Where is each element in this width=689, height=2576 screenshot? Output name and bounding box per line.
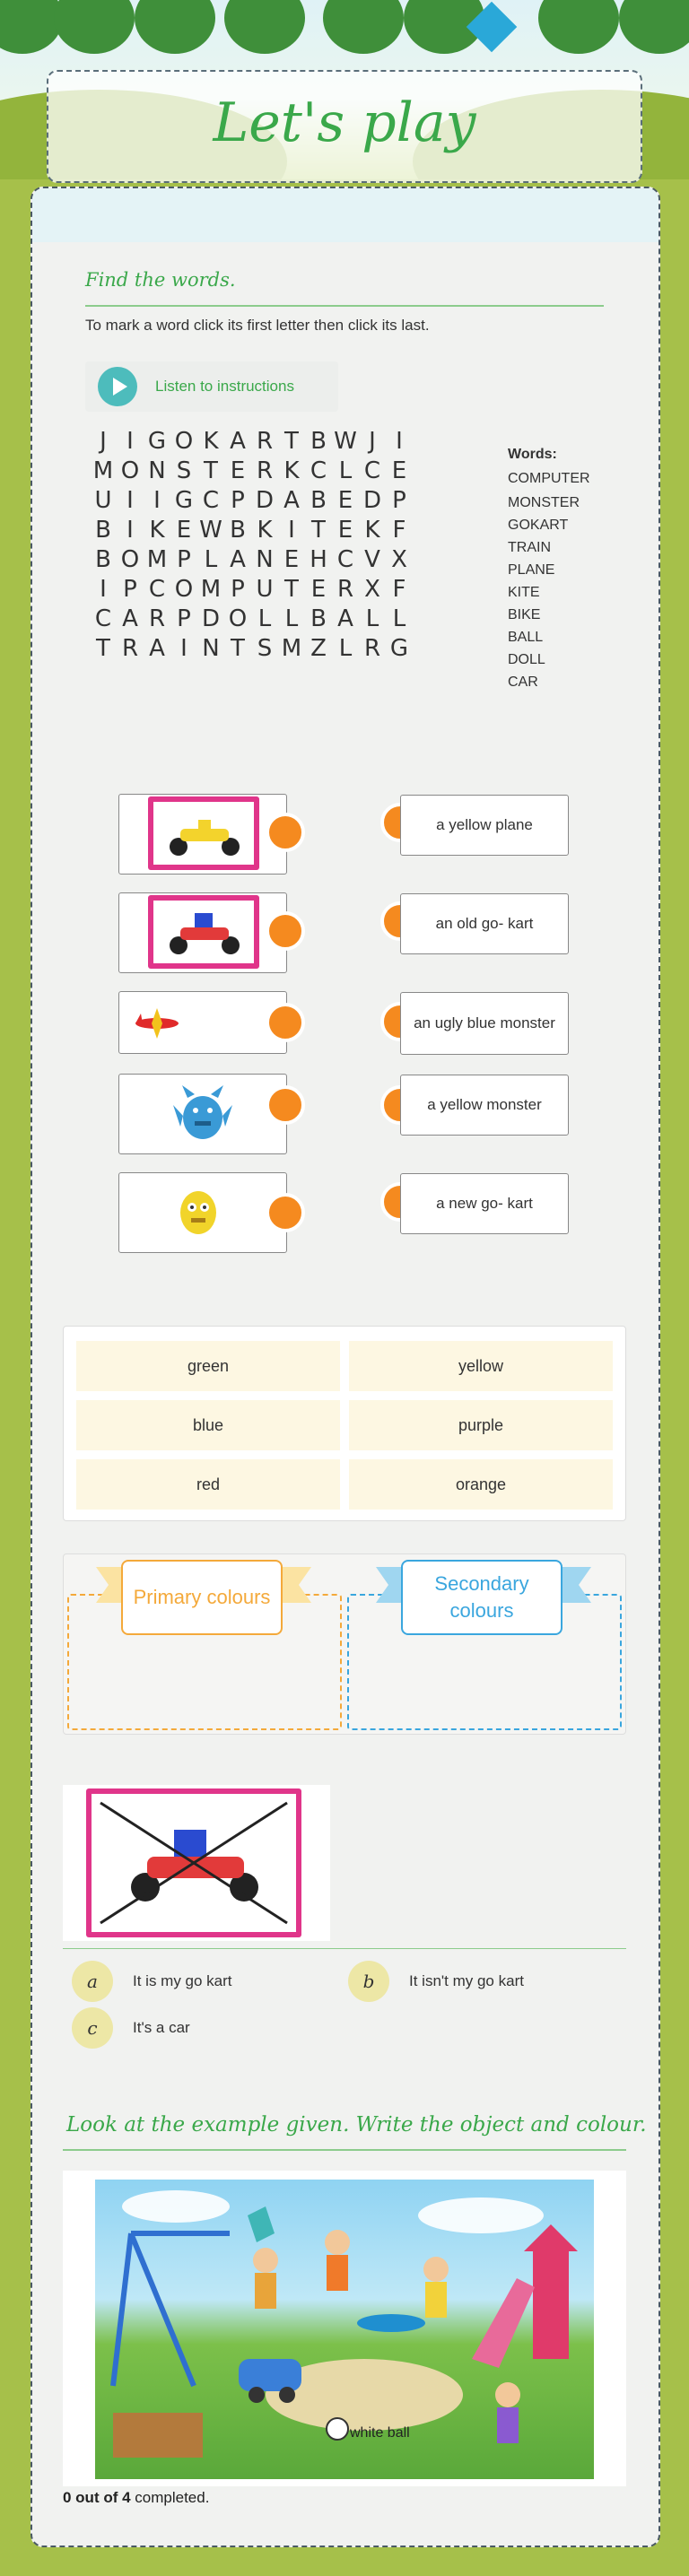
grid-letter[interactable]: D (362, 487, 382, 514)
tree-icon (538, 0, 619, 54)
word-list-item: DOLL (508, 652, 545, 667)
grid-letter[interactable]: B (95, 546, 111, 573)
completion-status (63, 2489, 209, 2507)
grid-letter[interactable]: G (174, 487, 194, 514)
match-phrase-card[interactable]: a new go- kart (400, 1173, 569, 1234)
primary-colours-label: Primary colours (121, 1560, 283, 1635)
section-divider (63, 2149, 626, 2151)
match-phrase-card[interactable]: an ugly blue monster (400, 992, 569, 1055)
grid-letter[interactable]: B (95, 517, 111, 544)
grid-letter[interactable]: R (148, 605, 166, 632)
grid-letter[interactable]: O (228, 605, 248, 632)
match-phrase-card[interactable]: a yellow plane (400, 795, 569, 856)
play-icon (98, 367, 137, 406)
word-list-item: BALL (508, 630, 544, 645)
grid-letter[interactable]: I (396, 428, 403, 455)
grid-letter[interactable]: F (392, 517, 406, 544)
grid-letter[interactable]: V (364, 546, 380, 573)
grid-letter[interactable]: F (392, 576, 406, 603)
grid-letter[interactable]: I (126, 487, 134, 514)
option-letter-badge: a (72, 1961, 113, 2002)
mcq-option-a[interactable] (72, 1961, 232, 2002)
grid-letter[interactable]: L (284, 605, 299, 632)
grid-letter[interactable]: P (231, 576, 245, 603)
word-list-item: CAR (508, 674, 538, 690)
grid-letter[interactable]: B (230, 517, 246, 544)
word-list-item: COMPUTER (508, 471, 590, 486)
grid-letter[interactable]: T (311, 517, 326, 544)
grid-letter[interactable]: K (149, 517, 165, 544)
secondary-colours-label: Secondary colours (401, 1560, 563, 1635)
completion-suffix: completed. (130, 2489, 210, 2506)
grid-letter[interactable]: T (231, 635, 245, 662)
word-list-item: KITE (508, 585, 540, 600)
completion-count: 0 out of 4 (63, 2489, 131, 2506)
grid-letter[interactable]: A (283, 487, 300, 514)
listen-instructions-button[interactable] (85, 361, 338, 412)
listen-label: Listen to instructions (155, 378, 294, 395)
grid-letter[interactable]: W (334, 428, 357, 455)
grid-letter[interactable]: E (337, 517, 353, 544)
grid-letter[interactable]: E (230, 457, 246, 484)
grid-letter[interactable]: U (94, 487, 112, 514)
page-title: Let's play (213, 91, 476, 154)
word-list-item: GOKART (508, 518, 569, 533)
section-title-picture-task: Look at the example given. Write the object and colour. (66, 2113, 647, 2137)
tree-icon (54, 0, 135, 54)
grid-letter[interactable]: O (174, 576, 194, 603)
grid-letter[interactable]: B (310, 605, 327, 632)
match-connector-dot[interactable] (266, 1193, 305, 1232)
tree-icon (619, 0, 689, 54)
grid-letter[interactable]: N (148, 457, 166, 484)
grid-letter[interactable]: U (256, 576, 274, 603)
grid-letter[interactable]: N (202, 635, 220, 662)
option-text: It isn't my go kart (409, 1972, 524, 1989)
grid-letter[interactable]: B (310, 487, 327, 514)
grid-letter[interactable]: S (176, 457, 192, 484)
word-list-item: PLANE (508, 562, 555, 578)
grid-letter[interactable]: O (120, 457, 140, 484)
grid-letter[interactable]: T (96, 635, 110, 662)
option-letter-badge: b (348, 1961, 389, 2002)
playground-scene-picture (95, 2180, 594, 2479)
colour-chip-purple[interactable]: purple (349, 1400, 613, 1450)
section-divider (85, 305, 604, 307)
option-letter-badge: c (72, 2007, 113, 2049)
grid-letter[interactable]: B (310, 428, 327, 455)
grid-letter[interactable]: P (177, 546, 191, 573)
grid-letter[interactable]: M (281, 635, 302, 662)
grid-letter[interactable]: T (284, 576, 299, 603)
grid-letter[interactable]: H (310, 546, 327, 573)
playground-picture-panel (63, 2171, 626, 2486)
grid-letter[interactable]: R (256, 428, 274, 455)
match-picture-card[interactable] (118, 991, 287, 1054)
grid-letter[interactable]: K (283, 457, 300, 484)
grid-letter[interactable]: J (369, 428, 376, 455)
grid-letter[interactable]: Z (310, 635, 327, 662)
tree-icon (135, 0, 215, 54)
grid-letter[interactable]: P (177, 605, 191, 632)
match-connector-dot[interactable] (266, 1003, 305, 1042)
colour-sort-targets (63, 1553, 626, 1735)
grid-letter[interactable]: A (149, 635, 165, 662)
title-card (47, 70, 642, 183)
grid-letter[interactable]: T (204, 457, 218, 484)
grid-letter[interactable]: M (200, 576, 222, 603)
grid-letter[interactable]: R (121, 635, 139, 662)
tree-icon (224, 0, 305, 54)
grid-letter[interactable]: K (203, 428, 219, 455)
section-divider (63, 1948, 626, 1949)
match-connector-dot[interactable] (266, 911, 305, 951)
tree-icon (0, 0, 63, 54)
mcq-option-c[interactable] (72, 2007, 190, 2049)
grid-letter[interactable]: K (364, 517, 380, 544)
section-title-find-words: Find the words. (85, 269, 236, 291)
blue-monster-picture (171, 1083, 234, 1146)
grid-letter[interactable]: R (336, 576, 354, 603)
word-search-grid (90, 427, 413, 664)
sheet-header-band (32, 188, 658, 242)
mcq-picture-panel (63, 1785, 330, 1941)
colour-chip-orange[interactable]: orange (349, 1459, 613, 1510)
word-list-item: BIKE (508, 607, 541, 622)
colour-chip-green[interactable]: green (76, 1341, 340, 1391)
word-list-item: TRAIN (508, 540, 551, 555)
match-connector-dot[interactable] (266, 813, 305, 852)
match-picture-card[interactable] (118, 1074, 287, 1154)
yellow-monster-picture (175, 1186, 222, 1240)
grid-letter[interactable]: X (364, 576, 380, 603)
grid-letter[interactable]: P (231, 487, 245, 514)
mcq-option-b[interactable] (348, 1961, 524, 2002)
yellow-go-kart-picture (148, 796, 259, 870)
grid-letter[interactable]: A (230, 546, 246, 573)
grid-letter[interactable]: A (122, 605, 138, 632)
colour-chip-red[interactable]: red (76, 1459, 340, 1510)
colour-chip-blue[interactable]: blue (76, 1400, 340, 1450)
match-picture-card[interactable] (118, 1172, 287, 1253)
grid-letter[interactable]: L (365, 605, 379, 632)
grid-letter[interactable]: S (257, 635, 273, 662)
grid-letter[interactable]: L (338, 635, 353, 662)
grid-letter[interactable]: T (284, 428, 299, 455)
grid-letter[interactable]: M (92, 457, 114, 484)
tree-icon (323, 0, 404, 54)
grid-letter[interactable]: L (257, 605, 272, 632)
grid-letter[interactable]: C (310, 457, 327, 484)
match-phrase-card[interactable]: an old go- kart (400, 893, 569, 954)
crossed-go-kart-picture (86, 1788, 301, 1937)
grid-letter[interactable]: I (288, 517, 295, 544)
grid-letter[interactable]: P (123, 576, 137, 603)
grid-letter[interactable]: E (310, 576, 327, 603)
grid-letter[interactable]: I (126, 517, 134, 544)
grid-letter[interactable]: I (100, 576, 107, 603)
grid-letter[interactable]: A (230, 428, 246, 455)
grid-letter[interactable]: G (147, 428, 167, 455)
grid-letter[interactable]: E (283, 546, 300, 573)
grid-letter[interactable]: C (94, 605, 112, 632)
option-text: It is my go kart (133, 1972, 232, 1989)
grid-letter[interactable]: E (176, 517, 192, 544)
match-picture-card[interactable] (118, 892, 287, 973)
grid-letter[interactable]: M (146, 546, 168, 573)
grid-letter[interactable]: D (255, 487, 275, 514)
grid-letter[interactable]: I (126, 428, 134, 455)
grid-letter[interactable]: E (337, 487, 353, 514)
word-list (508, 443, 590, 693)
grid-letter[interactable]: C (202, 487, 220, 514)
grid-letter[interactable]: L (338, 457, 353, 484)
option-text: It's a car (133, 2019, 190, 2036)
wordsearch-instruction: To mark a word click its first letter then click its last. (85, 317, 430, 334)
word-list-title: Words: (508, 447, 557, 462)
grid-letter[interactable]: C (336, 546, 354, 573)
grid-letter[interactable]: P (392, 487, 406, 514)
grid-letter[interactable]: I (180, 635, 188, 662)
grid-letter[interactable]: O (174, 428, 194, 455)
grid-letter[interactable]: O (120, 546, 140, 573)
grid-letter[interactable]: R (363, 635, 381, 662)
match-connector-dot[interactable] (266, 1085, 305, 1125)
grid-letter[interactable]: N (256, 546, 274, 573)
match-phrase-card[interactable]: a yellow monster (400, 1075, 569, 1136)
match-picture-card[interactable] (118, 794, 287, 875)
grid-letter[interactable]: K (257, 517, 273, 544)
red-plane-picture (132, 1003, 182, 1044)
grid-letter[interactable]: J (100, 428, 107, 455)
grid-letter[interactable]: D (201, 605, 221, 632)
example-answer-label: white ball (350, 2425, 410, 2441)
colour-chip-pool (63, 1326, 626, 1521)
grid-letter[interactable]: L (392, 605, 406, 632)
colour-chip-yellow[interactable]: yellow (349, 1341, 613, 1391)
grid-letter[interactable]: C (148, 576, 166, 603)
grid-letter[interactable]: I (153, 487, 161, 514)
grid-letter[interactable]: E (391, 457, 407, 484)
grid-letter[interactable]: A (337, 605, 353, 632)
blue-go-kart-picture (148, 895, 259, 969)
grid-letter[interactable]: G (389, 635, 409, 662)
grid-letter[interactable]: X (391, 546, 407, 573)
grid-letter[interactable]: R (256, 457, 274, 484)
grid-letter[interactable]: W (199, 517, 222, 544)
grid-letter[interactable]: L (204, 546, 218, 573)
word-list-item: MONSTER (508, 495, 580, 510)
grid-letter[interactable]: C (363, 457, 381, 484)
